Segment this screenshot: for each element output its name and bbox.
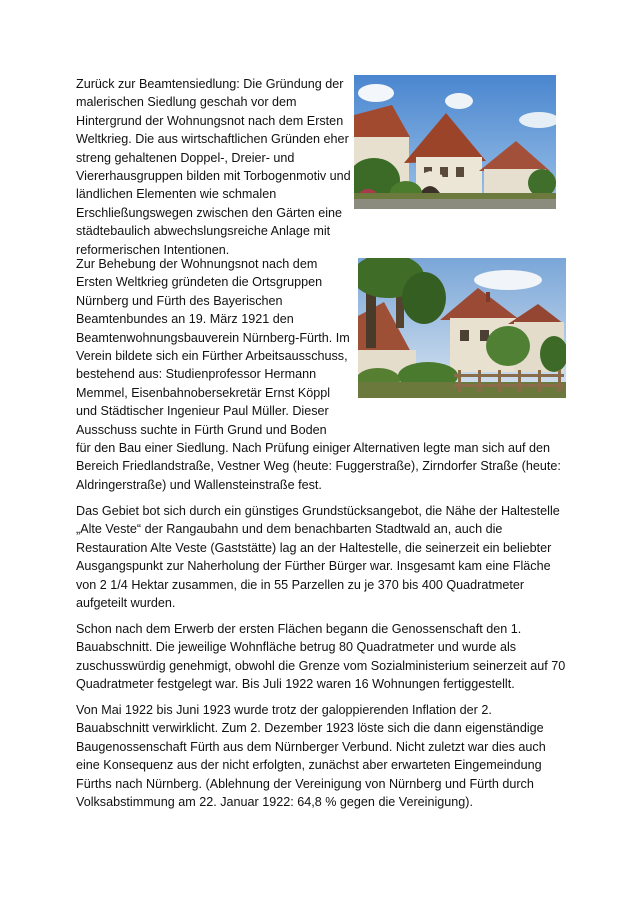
photo-settlement-garden — [358, 258, 566, 398]
paragraph-site-area: Das Gebiet bot sich durch ein günstiges Grundstücksangebot, die Nähe der Haltestelle „Alte Veste“ der Rangaubahn und dem benachbarten Stadtwald an, auch die Restauration Alte Veste (Gaststätte) lag an der Haltestelle, die seinerzeit ein beliebter Ausgangspunkt zur Naherholung der Fürther Bürger war. Insgesamt kam eine Fläche von 2 1/4 Hektar zusammen, die in 55 Parzellen zu je 370 bis 400 Quadratmeter aufgeteilt wurden. — [76, 504, 560, 611]
photo-settlement-street — [354, 75, 556, 209]
paragraph-location-streets: für den Bau einer Siedlung. Nach Prüfung einiger Alternativen legte man sich auf den Bereich Friedlandstraße, Vestner Weg (heute: Fuggerstraße), Zirndorfer Straße (heute: Aldringerstraße) und Wallensteinstraße fest. — [76, 441, 561, 492]
paragraph-association: Zur Behebung der Wohnungsnot nach dem Ersten Weltkrieg gründeten die Ortsgruppen Nürnberg und Fürth des Bayerischen Beamtenbundes an 19. März 1921 den Beamtenwohnungsbauverein Nürnberg-Fürth. Im Verein bildete sich ein Fürther Arbeitsausschuss, bestehend aus: Studienprofessor Hermann Memmel, Eisenbahnobersekretär Ernst Köppl und Städtischer Ingenieur Paul Müller. Dieser Ausschuss suchte in Fürth Grund und Boden — [76, 257, 350, 437]
paragraph-intro: Zurück zur Beamtensiedlung: Die Gründung der malerischen Siedlung geschah vor dem Hintergrund der Wohnungsnot nach dem Ersten Weltkrieg. Die aus wirtschaftlichen Gründen eher streng gehaltenen Doppel-, Dreier- und Viererhausgruppen bilden mit Torbogenmotiv und ländlichen Elementen wie schmalen Erschließungswegen zwischen den Gärten eine städtebaulich abwechslungsreiche Anlage mit reformerischen Intentionen. — [76, 77, 351, 257]
paragraph-first-phase: Schon nach dem Erwerb der ersten Flächen begann die Genossenschaft den 1. Bauabschnitt. Die jeweilige Wohnfläche betrug 80 Quadratmeter und wurde als zuschusswürdig genehmigt, obwohl die Grenze vom Sozialministerium seinerzeit auf 70 Quadratmeter festgelegt war. Bis Juli 1922 waren 16 Wohnungen fertiggestellt. — [76, 622, 566, 692]
paragraph-second-phase: Von Mai 1922 bis Juni 1923 wurde trotz der galoppierenden Inflation der 2. Bauabschnitt verwirklicht. Zum 2. Dezember 1923 löste sich die dann eigenständige Baugenossenschaft Fürth aus dem Nürnberger Verbund. Nicht zuletzt war dies auch eine Konsequenz aus der nicht erfolgten, zunächst aber erwarteten Eingemeindung Fürths nach Nürnberg. (Ablehnung der Vereinigung von Nürnberg und Fürth durch Volksabstimmung am 22. Januar 1922: 64,8 % gegen die Vereinigung). — [76, 703, 546, 810]
